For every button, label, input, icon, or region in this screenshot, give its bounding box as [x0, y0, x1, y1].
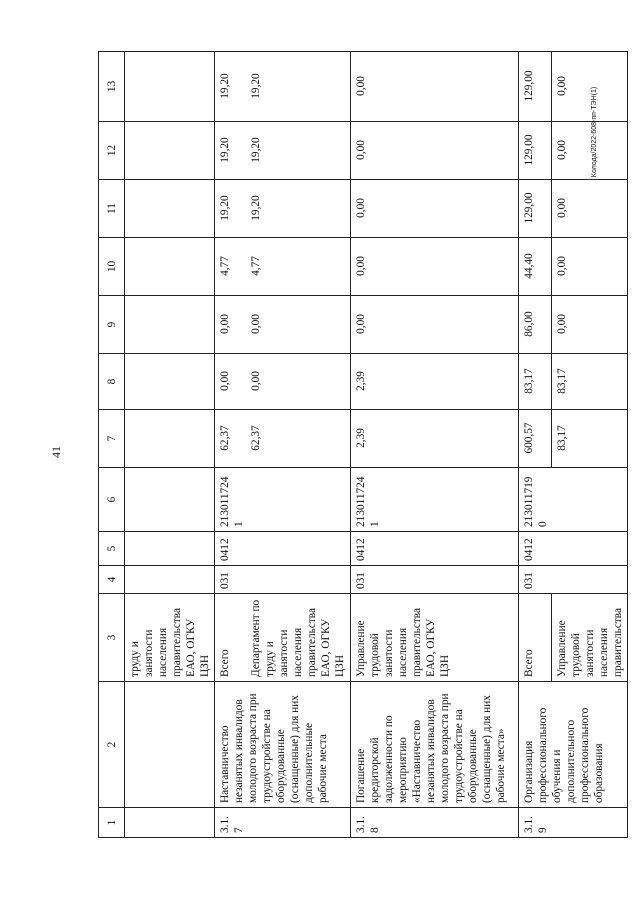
document-code: Колода/2022-608-пп-ТЭН(1) — [591, 86, 598, 178]
value-cell: 4,77 — [248, 238, 350, 296]
value-cell: 83,17 — [552, 354, 628, 410]
code-cell — [552, 566, 628, 594]
activity-name: Погашение кредиторской задолженности по мероприятию «Наставничество незанятых инвалидов молодого возраста при трудоустройстве на оборудованные (оснащенные) для них рабочие места» — [350, 682, 518, 808]
table-cell — [125, 682, 215, 808]
code-cell — [552, 532, 628, 566]
code-cell — [552, 468, 628, 532]
value-cell: 0,00 — [350, 52, 518, 122]
value-cell: 0,00 — [350, 296, 518, 354]
table-row — [518, 52, 552, 838]
value-cell: 19,20 — [215, 122, 249, 180]
value-cell: 62,37 — [215, 410, 249, 468]
executor-cell: Департамент по труду и занятости населения правительства ЕАО, ОГКУ ЦЗН — [248, 594, 350, 682]
code-cell: 0412 — [518, 532, 552, 566]
executor-cell: Всего — [518, 594, 552, 682]
executor-cell: труду и занятости населения правительства ЕАО, ОГКУ ЦЗН — [125, 594, 215, 682]
value-cell: 0,00 — [552, 180, 628, 238]
code-cell: 031 — [215, 566, 249, 594]
value-cell: 129,00 — [518, 180, 552, 238]
header-cell: 13 — [99, 52, 125, 122]
header-cell: 5 — [99, 532, 125, 566]
value-cell: 0,00 — [552, 52, 628, 122]
code-cell — [248, 532, 350, 566]
value-cell: 62,37 — [248, 410, 350, 468]
value-cell: 129,00 — [518, 52, 552, 122]
code-cell: 2130117241 — [215, 468, 249, 532]
header-cell: 1 — [99, 808, 125, 838]
program-activities-table — [98, 51, 628, 838]
value-cell: 0,00 — [552, 122, 628, 180]
executor-cell: Управление трудовой занятости населения правительства — [552, 594, 628, 682]
value-cell: 0,00 — [552, 238, 628, 296]
table-cell — [125, 354, 215, 410]
value-cell: 19,20 — [248, 122, 350, 180]
table-row — [350, 52, 518, 838]
table-cell — [125, 52, 215, 122]
value-cell: 19,20 — [248, 180, 350, 238]
table-cell — [125, 808, 215, 838]
code-cell: 031 — [518, 566, 552, 594]
header-cell: 9 — [99, 296, 125, 354]
value-cell: 0,00 — [248, 296, 350, 354]
code-cell: 0412 — [215, 532, 249, 566]
value-cell: 4,77 — [215, 238, 249, 296]
value-cell: 0,00 — [215, 296, 249, 354]
header-cell: 10 — [99, 238, 125, 296]
value-cell: 19,20 — [215, 180, 249, 238]
value-cell: 44,40 — [518, 238, 552, 296]
code-cell: 2130117190 — [518, 468, 552, 532]
row-number: 3.1.9 — [518, 808, 628, 838]
value-cell: 600,57 — [518, 410, 552, 468]
table-cell — [125, 180, 215, 238]
value-cell: 129,00 — [518, 122, 552, 180]
table-cell — [125, 238, 215, 296]
value-cell: 2,39 — [350, 354, 518, 410]
executor-cell: Управление трудовой занятости населения правительства ЕАО, ОГКУ ЦЗН — [350, 594, 518, 682]
value-cell: 0,00 — [248, 354, 350, 410]
value-cell: 83,17 — [518, 354, 552, 410]
header-row — [99, 52, 125, 838]
value-cell: 0,00 — [215, 354, 249, 410]
value-cell: 0,00 — [350, 238, 518, 296]
value-cell: 83,17 — [552, 410, 628, 468]
table-row — [215, 52, 249, 838]
header-cell: 6 — [99, 468, 125, 532]
header-cell: 2 — [99, 682, 125, 808]
header-cell: 3 — [99, 594, 125, 682]
row-number: 3.1.8 — [350, 808, 518, 838]
code-cell: 2130117241 — [350, 468, 518, 532]
code-cell — [248, 468, 350, 532]
value-cell: 2,39 — [350, 410, 518, 468]
header-cell: 4 — [99, 566, 125, 594]
table-cell — [125, 296, 215, 354]
page-number: 41 — [49, 446, 63, 458]
value-cell: 0,00 — [350, 122, 518, 180]
activity-name: Организация профессионального обучения и дополнительного профессионального образования — [518, 682, 628, 808]
executor-cell: Всего — [215, 594, 249, 682]
value-cell: 0,00 — [350, 180, 518, 238]
code-cell: 0412 — [350, 532, 518, 566]
code-cell: 031 — [350, 566, 518, 594]
table-row-continuation — [125, 52, 215, 838]
value-cell: 86,00 — [518, 296, 552, 354]
header-cell: 11 — [99, 180, 125, 238]
value-cell: 0,00 — [552, 296, 628, 354]
row-number: 3.1.7 — [215, 808, 351, 838]
value-cell: 19,20 — [248, 52, 350, 122]
table-cell — [125, 532, 215, 566]
table-cell — [125, 566, 215, 594]
header-cell: 12 — [99, 122, 125, 180]
table-cell — [125, 468, 215, 532]
activity-name: Наставничество незанятых инвалидов молодого возраста при трудоустройстве на оборудованные (оснащенные) для них дополнительные рабочие места — [215, 682, 351, 808]
table-cell — [125, 122, 215, 180]
value-cell: 19,20 — [215, 52, 249, 122]
table-cell — [125, 410, 215, 468]
header-cell: 7 — [99, 410, 125, 468]
code-cell — [248, 566, 350, 594]
header-cell: 8 — [99, 354, 125, 410]
